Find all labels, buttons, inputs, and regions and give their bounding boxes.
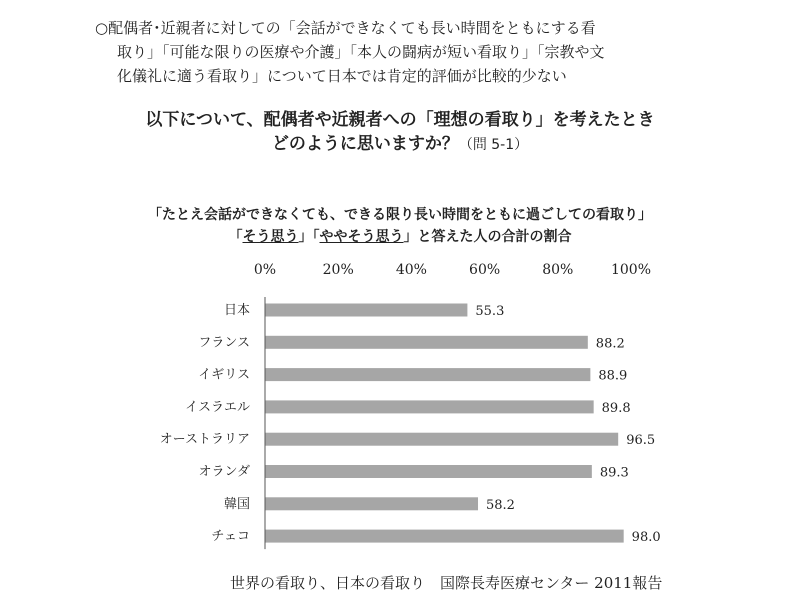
data-label: 89.8: [601, 400, 631, 416]
category-label: 韓国: [223, 496, 250, 512]
x-tick-label: 0%: [253, 262, 277, 278]
category-label: チェコ: [211, 529, 250, 545]
category-label: オランダ: [198, 464, 250, 480]
bar: [265, 368, 590, 381]
question-line-1: 以下について、配偶者や近親者への「理想の看取り」を考えたとき: [145, 110, 655, 130]
data-label: 96.5: [626, 433, 656, 449]
question-ref: （問 5-1）: [458, 137, 529, 153]
chart-title-option-2: ややそう思う: [319, 229, 404, 245]
bar: [265, 465, 592, 478]
bar: [265, 304, 467, 317]
bar: [265, 400, 594, 413]
chart-title-line-1: 「たとえ会話ができなくても、できる限り長い時間をともに過ごしての看取り」: [148, 207, 652, 223]
category-label: フランス: [198, 335, 250, 351]
summary-line-3: 化儀礼に適う看取り」について日本では肯定的評価が比較的少ない: [117, 67, 567, 85]
category-label: オーストラリア: [159, 432, 250, 448]
x-tick-label: 20%: [322, 262, 354, 278]
x-tick-label: 100%: [610, 262, 652, 278]
data-label: 98.0: [631, 530, 661, 546]
category-label: イスラエル: [185, 399, 250, 415]
x-tick-label: 40%: [395, 262, 427, 278]
summary-line-2: 取り」「可能な限りの医療や介護」「本人の闘病が短い看取り」「宗教や文: [117, 43, 605, 61]
chart-title-bracket-3: 」と答えた人の合計の割合: [403, 229, 572, 245]
data-label: 55.3: [475, 304, 505, 319]
chart-title-option-1: そう思う: [242, 229, 299, 245]
x-tick-label: 80%: [542, 262, 574, 278]
summary-line-1: ○配偶者･近親者に対しての「会話ができなくても長い時間をともにする看: [95, 19, 596, 37]
bar: [265, 433, 618, 446]
category-label: イギリス: [198, 367, 250, 383]
category-label: 日本: [223, 303, 250, 318]
bar: [265, 497, 478, 510]
data-label: 89.3: [599, 465, 629, 481]
chart-title-bracket-2: 」「: [298, 229, 320, 245]
source-citation: 世界の看取り、日本の看取り 国際長寿医療センター 2011報告: [230, 574, 663, 592]
data-label: 88.9: [598, 368, 628, 384]
bar: [265, 530, 624, 543]
question-line-2-text: どのように思いますか？: [271, 134, 459, 154]
data-label: 88.2: [595, 336, 625, 352]
x-tick-label: 60%: [469, 262, 501, 278]
bar: [265, 336, 588, 349]
data-label: 58.2: [486, 497, 515, 513]
chart-title-bracket-1: 「: [228, 229, 243, 245]
